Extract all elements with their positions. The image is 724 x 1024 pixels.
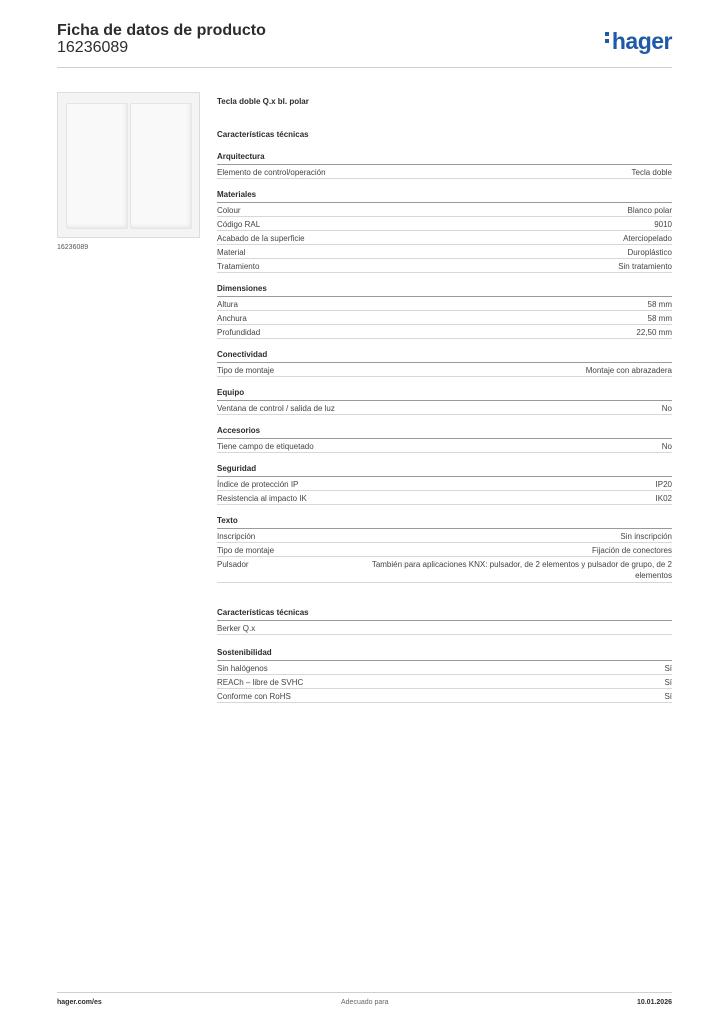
- row-value: Sin tratamiento: [618, 262, 672, 271]
- group-title: Equipo: [217, 387, 672, 401]
- group-title: Seguridad: [217, 463, 672, 477]
- logo-text: hager: [611, 28, 672, 54]
- spec-group: [217, 387, 672, 415]
- spec-group: [217, 425, 672, 453]
- table-row: [217, 661, 672, 675]
- footer-divider: [57, 992, 672, 993]
- table-row: [217, 245, 672, 259]
- section-title-technical-2: Características técnicas: [217, 608, 309, 617]
- product-image: [57, 92, 200, 238]
- row-label: Altura: [217, 300, 238, 309]
- spec-group: [217, 283, 672, 339]
- row-value: Fijación de conectores: [591, 546, 672, 555]
- row-label: Acabado de la superficie: [217, 234, 305, 243]
- table-row: [217, 259, 672, 273]
- row-label: Anchura: [217, 314, 247, 323]
- row-value: Aterciopelado: [623, 234, 672, 243]
- row-label: Inscripción: [217, 532, 256, 541]
- table-row: [217, 325, 672, 339]
- table-row: [217, 363, 672, 377]
- row-label: Berker Q.x: [217, 624, 256, 633]
- row-label: Elemento de control/operación: [217, 168, 326, 177]
- row-label: Código RAL: [217, 220, 261, 229]
- group-title: Dimensiones: [217, 283, 672, 297]
- table-row: [217, 297, 672, 311]
- rocker-right: [130, 103, 192, 229]
- row-value: También para aplicaciones KNX: pulsador, de 2 elementos y pulsador de grupo, de 2 elementos: [371, 560, 672, 580]
- row-label: Índice de protección IP: [217, 480, 299, 489]
- spec-group: [217, 463, 672, 505]
- spec-groups: [217, 151, 672, 583]
- row-value: Sin inscripción: [620, 532, 672, 541]
- table-row: [217, 401, 672, 415]
- table-row: [217, 439, 672, 453]
- row-value: Blanco polar: [627, 206, 672, 215]
- row-value: 58 mm: [647, 314, 672, 323]
- product-name: Tecla doble Q.x bl. polar: [217, 97, 309, 106]
- page-title: Ficha de datos de producto: [57, 22, 266, 39]
- row-value: 58 mm: [647, 300, 672, 309]
- row-label: Tratamiento: [217, 262, 260, 271]
- table-row: [217, 217, 672, 231]
- spec-group: [217, 349, 672, 377]
- row-value: No: [661, 442, 672, 451]
- spec-content: [217, 96, 672, 703]
- table-row: [217, 557, 672, 583]
- row-value: 9010: [654, 220, 672, 229]
- table-row: [217, 529, 672, 543]
- hager-logo: [605, 28, 672, 55]
- row-value: Sí: [664, 678, 672, 687]
- group-title: Conectividad: [217, 349, 672, 363]
- group-title: Sostenibilidad: [217, 647, 672, 661]
- row-label: Colour: [217, 206, 241, 215]
- row-label: Tipo de montaje: [217, 366, 275, 375]
- table-row: [217, 477, 672, 491]
- product-code: 16236089: [57, 39, 129, 56]
- row-value: Sí: [664, 664, 672, 673]
- row-label: REACh – libre de SVHC: [217, 678, 304, 687]
- row-label: Conforme con RoHS: [217, 692, 291, 701]
- row-value: IK02: [655, 494, 672, 503]
- group-title: Accesorios: [217, 425, 672, 439]
- row-label: Tiene campo de etiquetado: [217, 442, 314, 451]
- group-title: Arquitectura: [217, 151, 672, 165]
- footer-suitable-for: Adecuado para: [341, 999, 389, 1006]
- row-value: IP20: [655, 480, 672, 489]
- spec-group: [217, 515, 672, 583]
- table-row: [217, 203, 672, 217]
- image-caption: 16236089: [57, 244, 89, 251]
- sustainability-group: [217, 647, 672, 703]
- row-value: No: [661, 404, 672, 413]
- row-value: Montaje con abrazadera: [585, 366, 672, 375]
- table-row: [217, 231, 672, 245]
- logo-dots-icon: [605, 32, 610, 46]
- spec-group: [217, 189, 672, 273]
- group-title: Texto: [217, 515, 672, 529]
- section-title-technical: Características técnicas: [217, 130, 309, 139]
- row-label: Profundidad: [217, 328, 261, 337]
- row-value: Tecla doble: [631, 168, 672, 177]
- row-label: Pulsador: [217, 560, 249, 569]
- spec-group: [217, 151, 672, 179]
- table-row: [217, 689, 672, 703]
- table-row: [217, 165, 672, 179]
- table-row: [217, 311, 672, 325]
- row-label: Sin halógenos: [217, 664, 268, 673]
- table-row: [217, 543, 672, 557]
- header-divider: [57, 67, 672, 68]
- row-label: Material: [217, 248, 246, 257]
- row-label: Tipo de montaje: [217, 546, 275, 555]
- row-value: Sí: [664, 692, 672, 701]
- row-value: Duroplástico: [627, 248, 672, 257]
- row-label: Ventana de control / salida de luz: [217, 404, 335, 413]
- table-row: [217, 491, 672, 505]
- table-row: [217, 620, 672, 635]
- row-value: 22,50 mm: [636, 328, 672, 337]
- footer-date: 10.01.2026: [636, 999, 672, 1006]
- row-label: Resistencia al impacto IK: [217, 494, 307, 503]
- footer-website[interactable]: hager.com/es: [57, 999, 102, 1006]
- table-row: [217, 675, 672, 689]
- rocker-left: [66, 103, 128, 229]
- group-title: Materiales: [217, 189, 672, 203]
